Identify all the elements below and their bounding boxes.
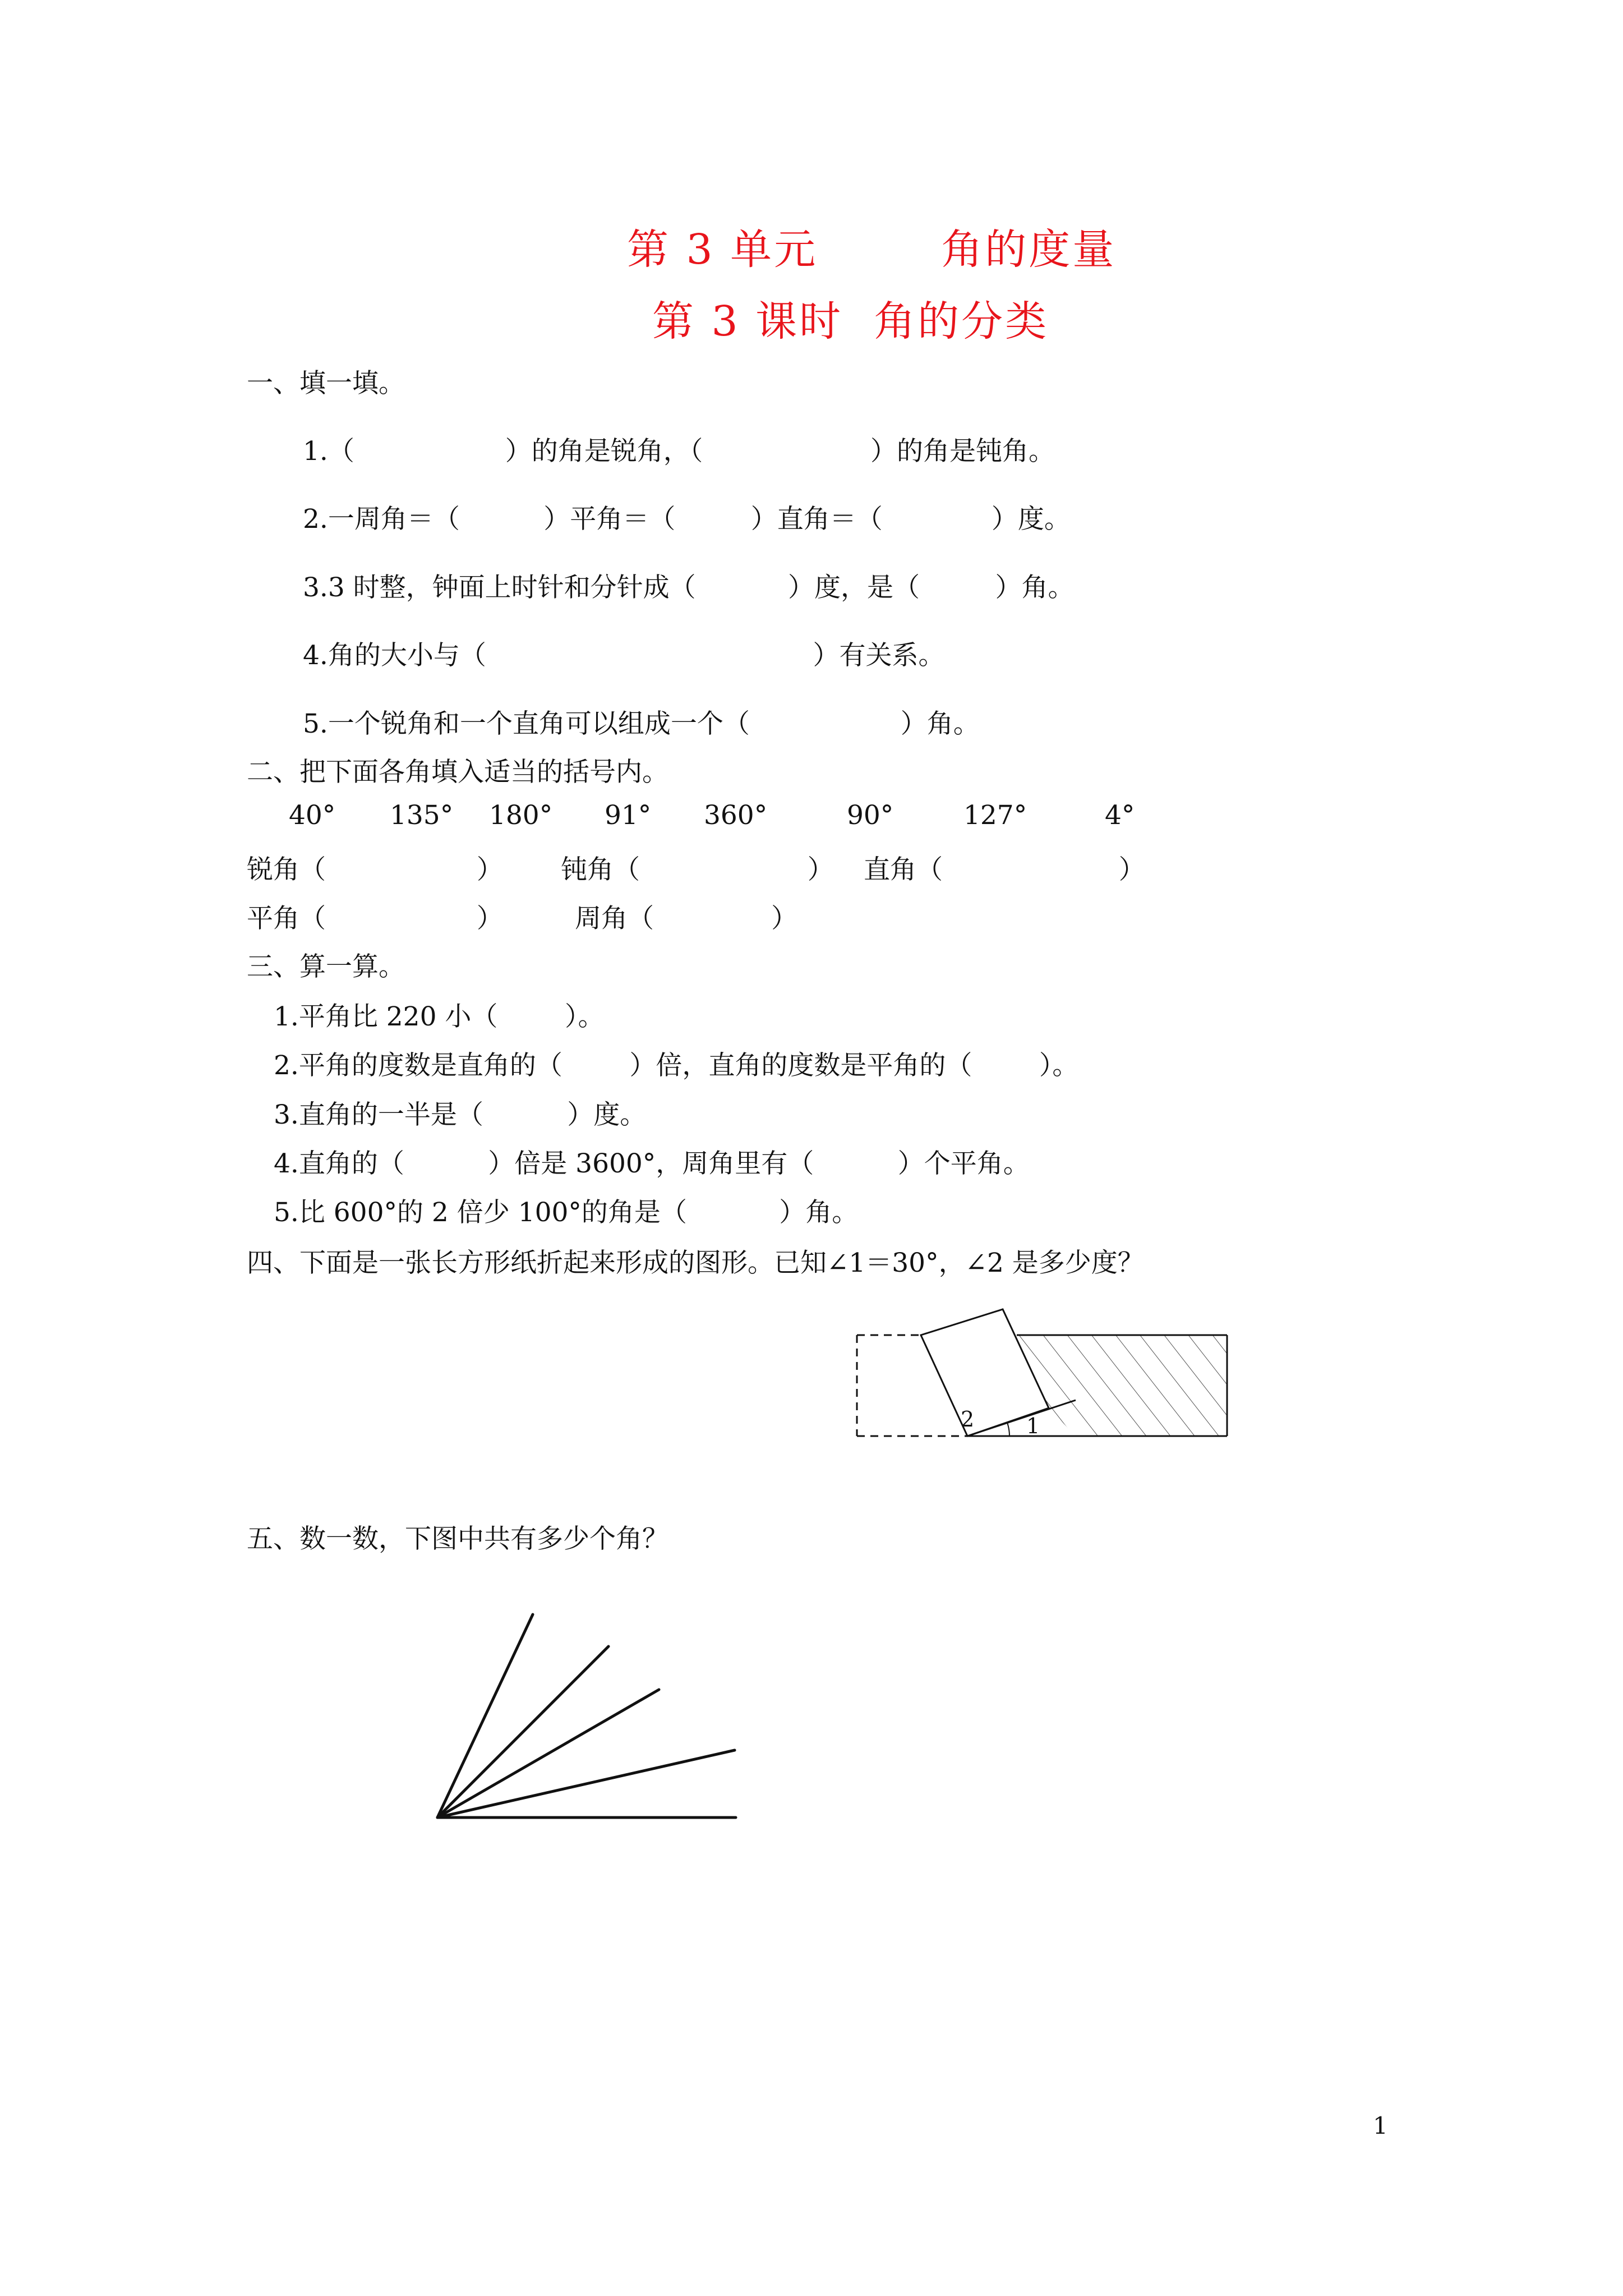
section1-question-2: 2.一周角＝（ ）平角＝（ ）直角＝（ ）度。: [303, 504, 1071, 535]
angle-value: 40°: [289, 800, 336, 831]
acute-angle-blank: 锐角（ ）: [247, 854, 503, 885]
section3-question-5: 5.比 600°的 2 倍少 100°的角是（ ）角。: [274, 1197, 859, 1228]
section3-question-1: 1.平角比 220 小（ ）。: [274, 1001, 605, 1032]
section3-question-4: 4.直角的（ ）倍是 3600°，周角里有（ ）个平角。: [274, 1148, 1030, 1179]
section1-question-1: 1.（ ）的角是锐角，（ ）的角是钝角。: [303, 436, 1055, 467]
angle-value: 91°: [605, 800, 652, 831]
angle-value: 127°: [963, 800, 1027, 831]
angle-1-label: 1: [1026, 1414, 1040, 1438]
full-angle-blank: 周角（ ）: [575, 903, 798, 934]
ray-4: [437, 1750, 735, 1818]
section5-heading: 五、数一数，下图中共有多少个角？: [247, 1524, 668, 1554]
obtuse-angle-blank: 钝角（ ）: [561, 854, 834, 885]
section1-question-5: 5.一个锐角和一个直角可以组成一个（ ）角。: [303, 708, 980, 739]
section1-question-3: 3.3 时整，钟面上时针和分针成（ ）度，是（ ）角。: [303, 572, 1075, 603]
section2-heading: 二、把下面各角填入适当的括号内。: [247, 757, 668, 788]
ray-3: [437, 1690, 659, 1818]
angle-value: 90°: [847, 800, 894, 831]
straight-angle-blank: 平角（ ）: [247, 903, 503, 934]
section4-heading: 四、下面是一张长方形纸折起来形成的图形。已知∠1＝30°，∠2 是多少度？: [247, 1248, 1144, 1278]
angle-value: 360°: [704, 800, 768, 831]
section3-question-2: 2.平角的度数是直角的（ ）倍，直角的度数是平角的（ ）。: [274, 1050, 1079, 1081]
section1-question-4: 4.角的大小与（ ）有关系。: [303, 640, 945, 671]
ray-1: [437, 1614, 533, 1818]
angle-value: 4°: [1105, 800, 1135, 831]
unit-title: 第 3 单元 角的度量: [627, 226, 1117, 274]
right-angle-blank: 直角（ ）: [864, 854, 1145, 885]
angle-value: 180°: [489, 800, 553, 831]
section1-heading: 一、填一填。: [247, 368, 405, 399]
angle-value: 135°: [390, 800, 454, 831]
section3-question-3: 3.直角的一半是（ ）度。: [274, 1099, 647, 1130]
lesson-title: 第 3 课时 角的分类: [652, 297, 1049, 346]
angle-2-label: 2: [961, 1407, 975, 1432]
page-number: 1: [1373, 2112, 1388, 2139]
section3-heading: 三、算一算。: [247, 951, 405, 982]
